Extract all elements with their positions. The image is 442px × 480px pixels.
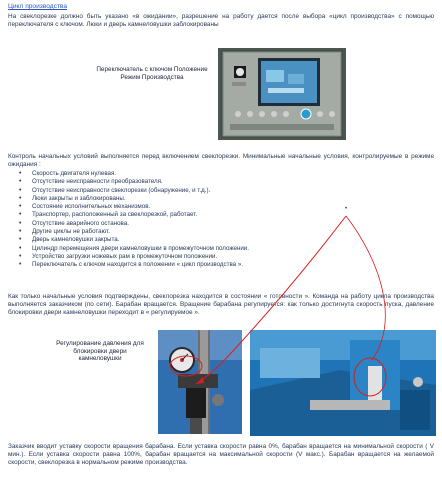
list-item: • Транспортер, расположенный за свеклорезкой, работает. [14,211,374,219]
drum-speed-paragraph: Заказчик вводит уставку скорости вращения барабана. Если уставка скорости равна 0%, барабан вращается на минимальной скорости ( V мин.). Если уставка скорости равна 100%, барабан вращается на максимальной скорости (V макс.). Барабан вращается на желаемой скорости, свеклорезка в нормальном режиме производства. [8,443,434,466]
key-switch-label: Переключатель с ключом Положение Режим Производства [96,66,208,81]
control-intro-paragraph: Контроль начальных условий выполняется перед включением свеклорезки. Минимальные начальные условия, контролируемые в режиме ожидания : [8,153,434,168]
annotation-arrow-line [196,216,346,384]
pressure-regulation-label: Регулирование давления для блокировки двери камнеловушки [56,340,144,363]
list-item: • Скорость двигателя нулевая. [14,170,374,178]
list-item: • Устройство загрузки ножевых рам в промежуточном положении. [14,253,374,261]
list-item: • Цилиндр перемещения двери камнеловушки в промежуточном положении. [14,245,374,253]
list-item: • Отсутствие неисправности свеклорезки (обнаружение, и т.д.). [14,187,374,195]
list-item: • Отсутствие аварийного останова. [14,220,374,228]
annotation-arrow-head [196,377,204,384]
intro-paragraph: На свеклорезке должно быть указано «в ожидании», разрешение на работу дается после выбора «цикл производства» с помощью переключателя с ключом. Люки и дверь камнеловушки заблокированы [8,13,434,28]
annotation-circle-right [354,358,386,396]
annotation-arrow-line-right [346,216,385,360]
list-item: • Дверь камнеловушки закрыта. [14,236,374,244]
stray-mark: • [345,206,348,212]
list-item: • Переключатель с ключом находится в положении « цикл производства ». [14,261,374,269]
list-item: • Другие циклы не работают. [14,228,374,236]
list-item: • Состояние исполнительных механизмов. [14,203,374,211]
annotation-circle-left [170,356,202,376]
section-link[interactable]: Цикл производства [8,3,68,10]
ready-paragraph: Как только начальные условия подтверждены, свеклорезка находится в состоянии « готовности ». Команда на работу цикла производства выполняется заказчиком (по сети). Барабан вращается. Вращение барабана регулируется: как только достигнута скорость пуска, давление блокировки двери камнеловушки переходит в « регулируемое ». [8,293,434,316]
list-item: • Люки закрыты и заблокированы. [14,195,374,203]
list-item: • Отсутствие неисправности преобразователя. [14,178,374,186]
